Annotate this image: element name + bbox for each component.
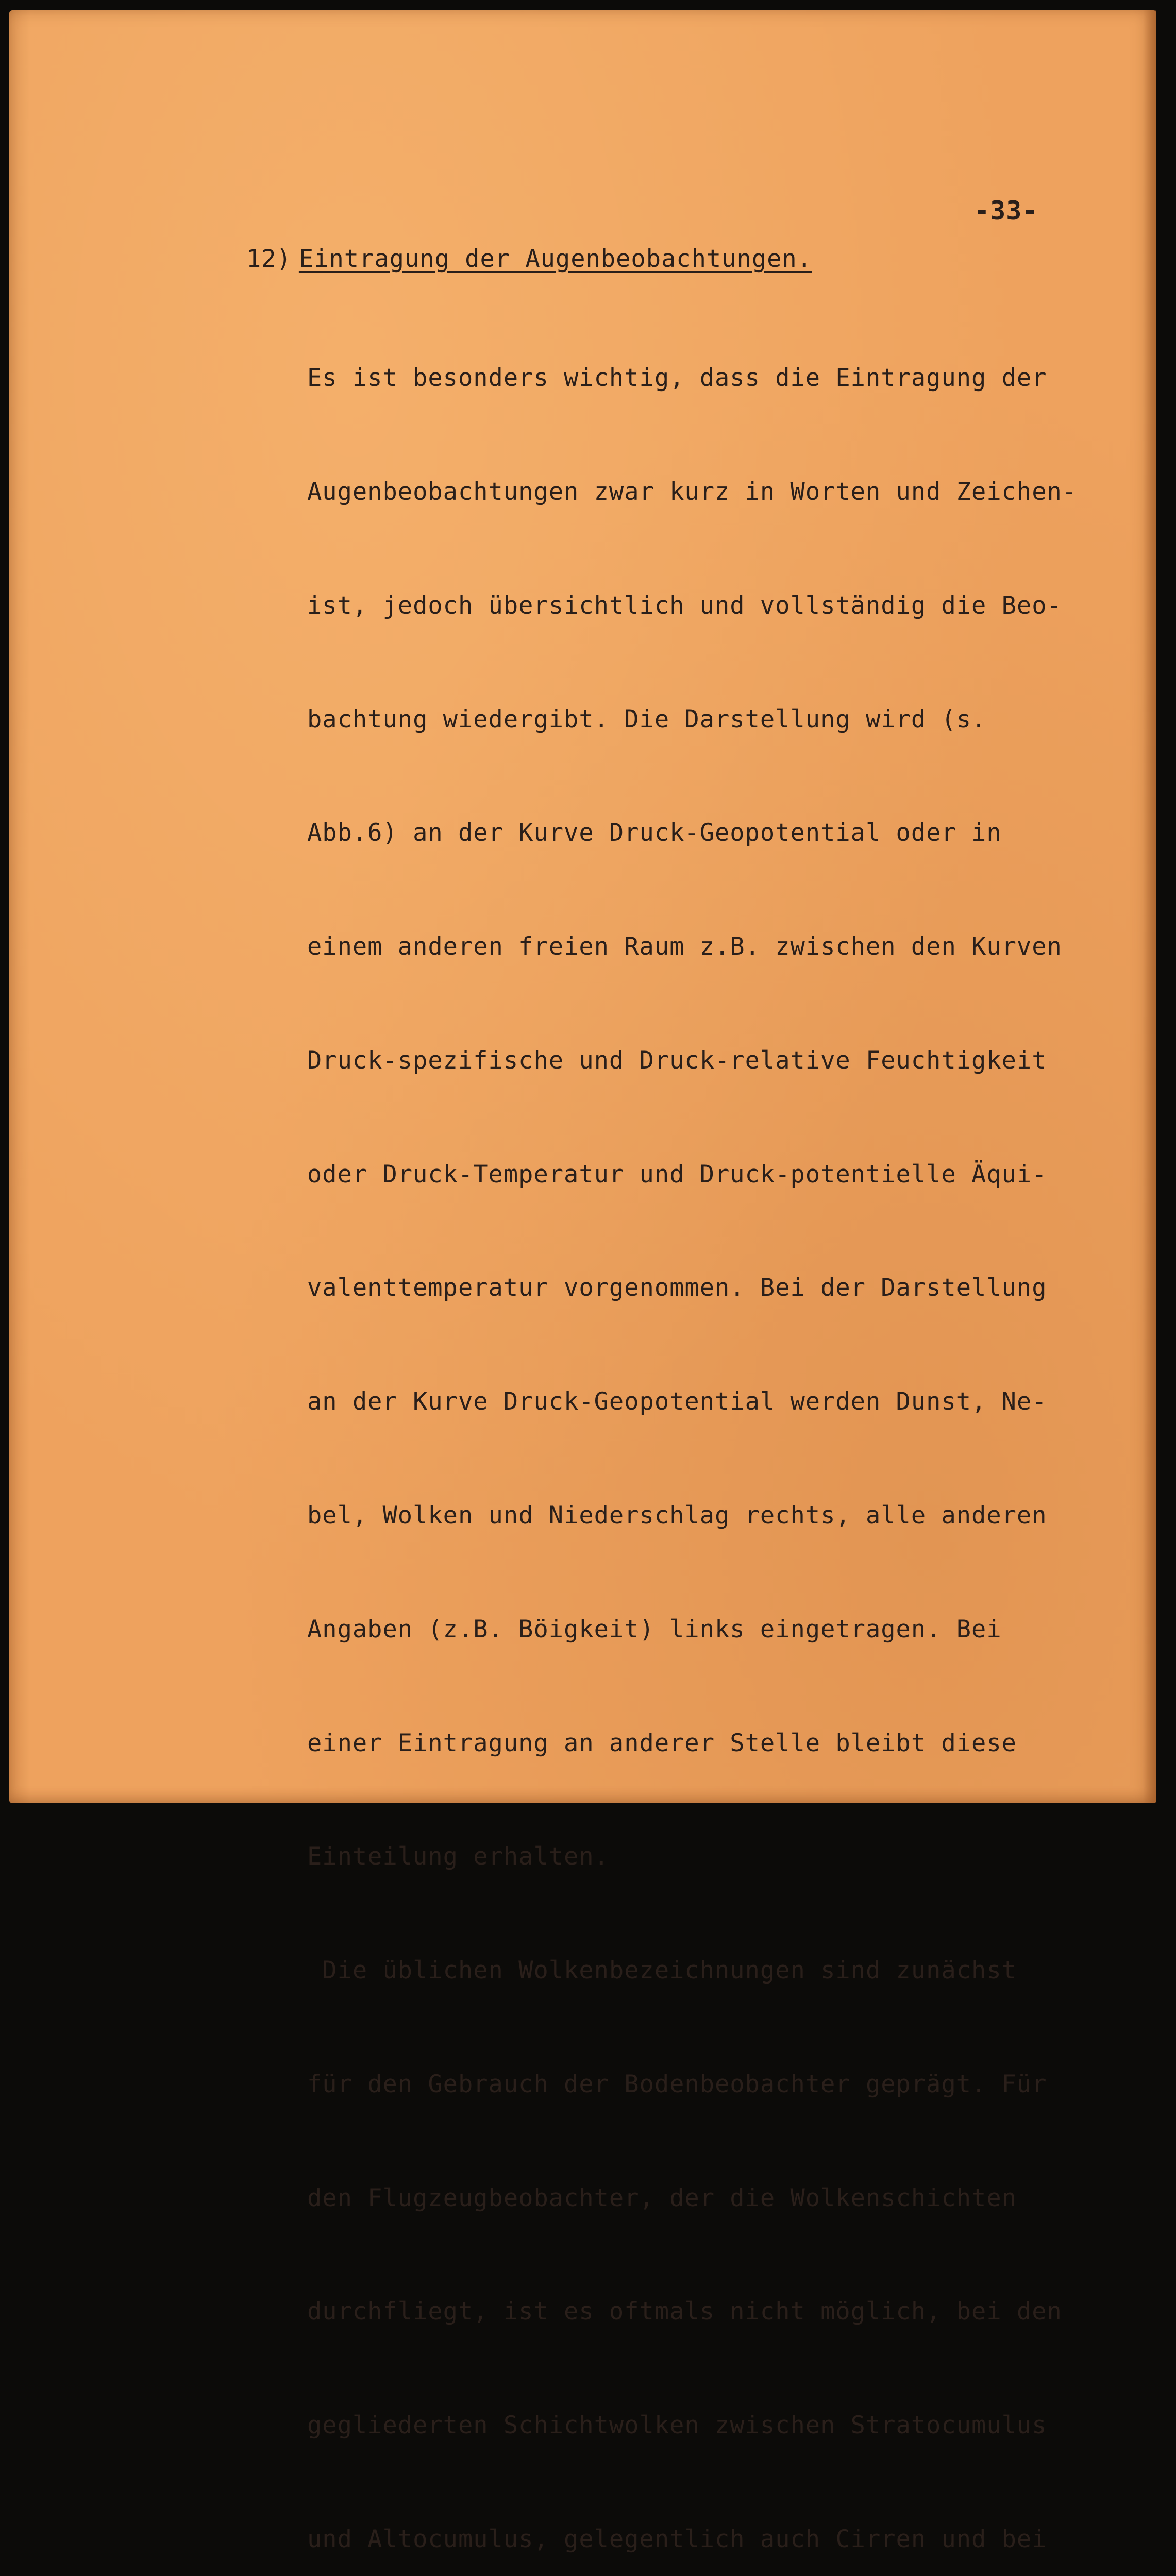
text-line: und Altocumulus, gelegentlich auch Cirren und bei — [307, 2525, 1047, 2554]
text-line: oder Druck-Temperatur und Druck-potentielle Äqui- — [307, 1160, 1047, 1189]
text-line: einem anderen freien Raum z.B. zwischen den Kurven — [307, 933, 1062, 961]
section-number: 12) — [246, 245, 292, 273]
text-line: Die üblichen Wolkenbezeichnungen sind zunächst — [307, 1956, 1017, 1985]
section-title: Eintragung der Augenbeobachtungen. — [298, 245, 812, 273]
page-number: -33- — [974, 196, 1038, 226]
text-line: Angaben (z.B. Böigkeit) links eingetragen. Bei — [307, 1615, 1002, 1643]
text-line: den Flugzeugbeobachter, der die Wolkenschichten — [307, 2183, 1017, 2212]
text-line: bel, Wolken und Niederschlag rechts, alle anderen — [307, 1501, 1047, 1530]
text-line: durchfliegt, ist es oftmals nicht möglich, bei den — [307, 2297, 1062, 2326]
text-line: Es ist besonders wichtig, dass die Eintragung der — [307, 364, 1047, 393]
text-line: ist, jedoch übersichtlich und vollständig die Beo- — [307, 591, 1062, 620]
text-line: valenttemperatur vorgenommen. Bei der Darstellung — [307, 1274, 1047, 1302]
page-spine-shadow — [1143, 10, 1156, 1803]
text-line: einer Eintragung an anderer Stelle bleibt diese — [307, 1728, 1017, 1757]
text-line: Abb.6) an der Kurve Druck-Geopotential oder in — [307, 819, 1002, 848]
text-line: an der Kurve Druck-Geopotential werden Dunst, Ne- — [307, 1387, 1047, 1416]
text-line: Druck-spezifische und Druck-relative Feuchtigkeit — [307, 1046, 1047, 1075]
text-line: bachtung wiedergibt. Die Darstellung wird (s. — [307, 705, 987, 734]
text-line: für den Gebrauch der Bodenbeobachter geprägt. Für — [307, 2070, 1047, 2098]
text-line: gegliederten Schichtwolken zwischen Stratocumulus — [307, 2411, 1047, 2440]
section-heading — [246, 245, 812, 273]
text-line: Augenbeobachtungen zwar kurz in Worten und Zeichen- — [307, 477, 1078, 506]
document-page — [9, 10, 1156, 2554]
body-text — [307, 283, 1077, 2576]
text-line: Einteilung erhalten. — [307, 1842, 609, 1871]
